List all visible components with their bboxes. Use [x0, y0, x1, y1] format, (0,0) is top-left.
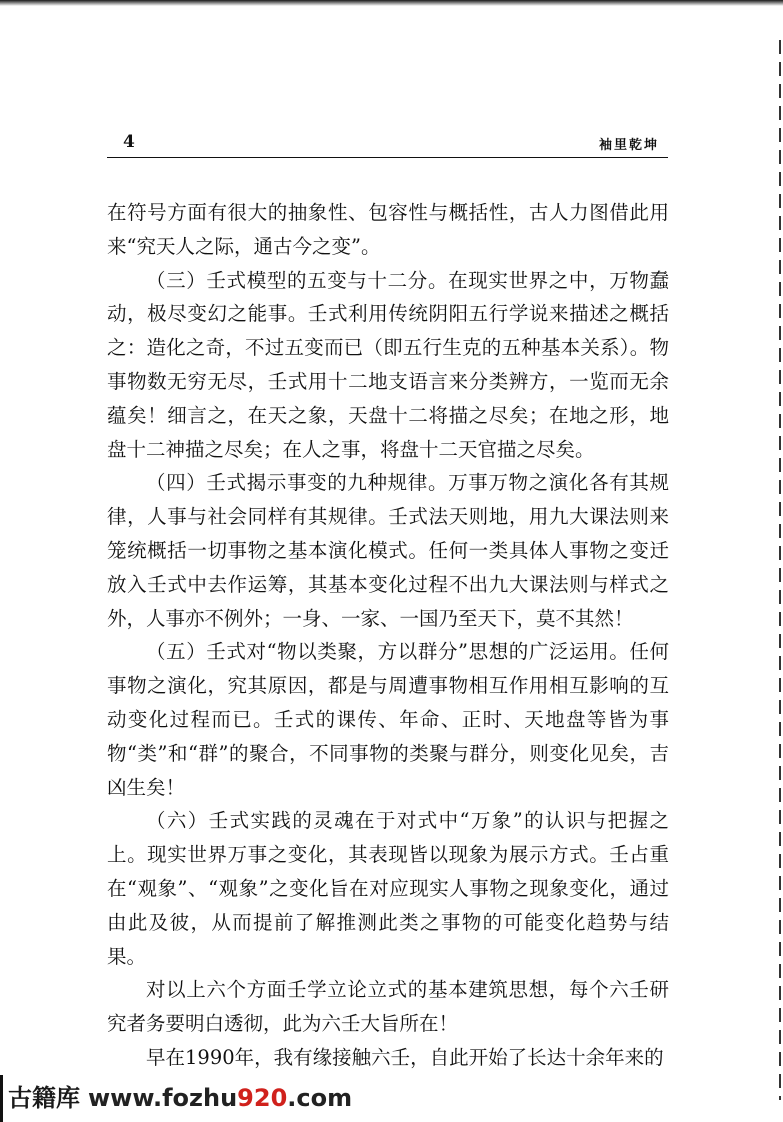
paragraph-section-6: （六）壬式实践的灵魂在于对式中“万象”的认识与把握之上。现实世界万事之变化，其表现皆以现象为展示方式。壬占重在“观象”、“观象”之变化旨在对应现实人事物之现象变化，通过由此及彼，从而提前了解推测此类之事物的可能变化趋势与结果。 [107, 809, 669, 968]
scan-right-edge [779, 40, 781, 1100]
paragraph-section-5: （五）壬式对“物以类聚，方以群分”思想的广泛运用。任何事物之演化，究其原因，都是与周遭事物相互作用相互影响的互动变化过程而已。壬式的课传、年命、正时、天地盘等皆为事物“类”和“群”的聚合，不同事物的类聚与群分，则变化见矣，吉凶生矣！ [107, 640, 669, 799]
page-number: 4 [123, 132, 135, 152]
watermark-url-prefix: www.fozhu [88, 1084, 238, 1112]
paragraph-history: 早在1990年，我有缘接触六壬，自此开始了长达十余年来的 [146, 1045, 664, 1069]
paragraph-section-3: （三）壬式模型的五变与十二分。在现实世界之中，万物蠢动，极尽变幻之能事。壬式利用传统阴阳五行学说来描述之概括之：造化之奇，不过五变而已（即五行生克的五种基本关系）。物事物数无穷无尽，壬式用十二地支语言来分类辨方，一览而无余蕴矣！细言之，在天之象，天盘十二将描之尽矣；在地之形，地盘十二神描之尽矣；在人之事，将盘十二天官描之尽矣。 [107, 268, 669, 461]
running-title: 袖里乾坤 [598, 138, 659, 153]
watermark-site-name: 古籍库 [8, 1084, 80, 1112]
header-rule [107, 157, 668, 158]
watermark-url [88, 1084, 352, 1112]
watermark-url-number: 920 [237, 1084, 288, 1112]
page-header [107, 132, 667, 156]
body-text [107, 196, 669, 1075]
scan-top-edge [0, 0, 783, 6]
scan-left-edge [0, 1075, 3, 1122]
paragraph-section-4: （四）壬式揭示事变的九种规律。万事万物之演化各有其规律，人事与社会同样有其规律。壬式法天则地，用九大课法则来笼统概括一切事物之基本演化模式。任何一类具体人事物之变迁放入壬式中去作运筹，其基本变化过程不出九大课法则与样式之外，人事亦不例外；一身、一家、一国乃至天下，莫不其然！ [107, 471, 669, 630]
watermark [8, 1078, 352, 1118]
watermark-url-suffix: .com [287, 1084, 353, 1112]
paragraph-summary: 对以上六个方面壬学立论立式的基本建筑思想，每个六壬研究者务要明白透彻，此为六壬大旨所在！ [107, 978, 669, 1036]
paragraph-continued: 在符号方面有很大的抽象性、包容性与概括性，古人力图借此用来“究天人之际，通古今之变”。 [107, 201, 669, 258]
